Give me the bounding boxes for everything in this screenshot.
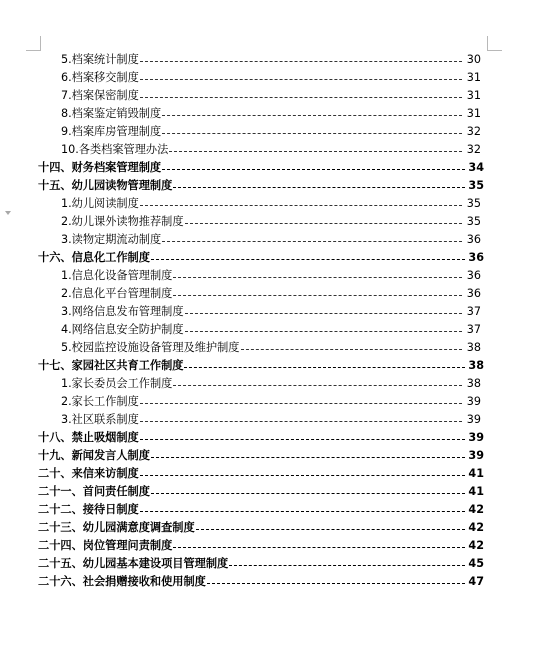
toc-entry-title: 2.信息化平台管理制度 (61, 287, 173, 300)
toc-entry-title: 十七、家园社区共育工作制度 (38, 359, 184, 372)
toc-dot-leader (185, 313, 462, 314)
toc-chapter-entry[interactable] (0, 537, 540, 555)
toc-entry-title: 7.档案保密制度 (61, 89, 139, 102)
toc-entry[interactable] (0, 267, 540, 285)
toc-entry[interactable] (0, 87, 540, 105)
toc-chapter-entry[interactable] (0, 555, 540, 573)
toc-page-number: 35 (466, 197, 481, 210)
toc-entry-title: 8.档案鉴定销毁制度 (61, 107, 162, 120)
toc-page-number: 36 (468, 251, 484, 264)
toc-dot-leader (140, 205, 462, 206)
toc-page-number: 38 (466, 377, 481, 390)
toc-dot-leader (207, 583, 465, 584)
toc-dot-leader (140, 403, 462, 404)
toc-dot-leader (173, 187, 465, 188)
toc-dot-leader (151, 457, 465, 458)
toc-dot-leader (229, 565, 465, 566)
toc-entry[interactable] (0, 213, 540, 231)
toc-page-number: 45 (468, 557, 484, 570)
toc-page-number: 31 (466, 89, 481, 102)
toc-entry-title: 十九、新闻发言人制度 (38, 449, 150, 462)
toc-entry-title: 二十三、幼儿园满意度调查制度 (38, 521, 195, 534)
toc-dot-leader (140, 61, 462, 62)
toc-chapter-entry[interactable] (0, 519, 540, 537)
toc-page-number: 34 (468, 161, 484, 174)
toc-entry[interactable] (0, 195, 540, 213)
toc-entry-title: 6.档案移交制度 (61, 71, 139, 84)
toc-dot-leader (162, 241, 462, 242)
toc-dot-leader (196, 529, 465, 530)
toc-chapter-entry[interactable] (0, 357, 540, 375)
margin-corner-top-right (487, 36, 502, 51)
toc-page-number: 32 (466, 143, 481, 156)
toc-dot-leader (173, 385, 462, 386)
toc-entry-title: 二十二、接待日制度 (38, 503, 139, 516)
toc-page-number: 37 (466, 323, 481, 336)
toc-dot-leader (140, 511, 465, 512)
toc-dot-leader (140, 97, 462, 98)
toc-entry[interactable] (0, 51, 540, 69)
toc-page-number: 31 (466, 71, 481, 84)
toc-chapter-entry[interactable] (0, 177, 540, 195)
toc-entry-title: 二十一、首问责任制度 (38, 485, 150, 498)
toc-page-number: 42 (468, 521, 484, 534)
toc-page-number: 42 (468, 503, 484, 516)
toc-dot-leader (162, 169, 465, 170)
toc-dot-leader (173, 277, 462, 278)
toc-chapter-entry[interactable] (0, 159, 540, 177)
toc-entry-title: 十八、禁止吸烟制度 (38, 431, 139, 444)
toc-entry[interactable] (0, 285, 540, 303)
toc-entry[interactable] (0, 105, 540, 123)
toc-page-number: 41 (468, 467, 484, 480)
toc-entry-title: 十四、财务档案管理制度 (38, 161, 162, 174)
toc-entry-title: 3.网络信息发布管理制度 (61, 305, 184, 318)
toc-page-number: 31 (466, 107, 481, 120)
toc-dot-leader (162, 133, 462, 134)
toc-entry-title: 10.各类档案管理办法 (61, 143, 169, 156)
toc-dot-leader (185, 331, 462, 332)
toc-page-number: 39 (468, 431, 484, 444)
toc-dot-leader (140, 79, 462, 80)
toc-entry-title: 十六、信息化工作制度 (38, 251, 150, 264)
toc-entry-title: 十五、幼儿园读物管理制度 (38, 179, 173, 192)
toc-page-number: 39 (466, 395, 481, 408)
toc-dot-leader (140, 439, 465, 440)
margin-corner-top-left (26, 36, 41, 51)
toc-chapter-entry[interactable] (0, 483, 540, 501)
toc-dot-leader (151, 259, 465, 260)
toc-entry[interactable] (0, 339, 540, 357)
toc-entry-title: 3.社区联系制度 (61, 413, 139, 426)
toc-page-number: 41 (468, 485, 484, 498)
toc-entry-title: 5.校园监控设施设备管理及维护制度 (61, 341, 240, 354)
toc-chapter-entry[interactable] (0, 573, 540, 591)
toc-page-number: 38 (468, 359, 484, 372)
toc-page-number: 47 (468, 575, 484, 588)
toc-dot-leader (151, 493, 465, 494)
toc-dot-leader (169, 151, 462, 152)
toc-entry-title: 2.家长工作制度 (61, 395, 139, 408)
toc-entry[interactable] (0, 375, 540, 393)
toc-entry[interactable] (0, 231, 540, 249)
toc-dot-leader (185, 223, 462, 224)
toc-chapter-entry[interactable] (0, 465, 540, 483)
toc-chapter-entry[interactable] (0, 249, 540, 267)
toc-entry-title: 1.幼儿阅读制度 (61, 197, 139, 210)
toc-entry-title: 1.家长委员会工作制度 (61, 377, 173, 390)
toc-entry-title: 二十五、幼儿园基本建设项目管理制度 (38, 557, 229, 570)
toc-chapter-entry[interactable] (0, 501, 540, 519)
toc-entry-title: 3.读物定期流动制度 (61, 233, 162, 246)
toc-page-number: 36 (466, 269, 481, 282)
toc-dot-leader (173, 295, 462, 296)
toc-entry-title: 4.网络信息安全防护制度 (61, 323, 184, 336)
toc-entry[interactable] (0, 393, 540, 411)
toc-entry-title: 1.信息化设备管理制度 (61, 269, 173, 282)
toc-chapter-entry[interactable] (0, 447, 540, 465)
toc-page-number: 32 (466, 125, 481, 138)
toc-entry[interactable] (0, 303, 540, 321)
toc-entry-title: 5.档案统计制度 (61, 53, 139, 66)
toc-entry-title: 2.幼儿课外读物推荐制度 (61, 215, 184, 228)
toc-dot-leader (140, 475, 465, 476)
toc-entry-title: 二十六、社会捐赠接收和使用制度 (38, 575, 206, 588)
toc-dot-leader (184, 367, 465, 368)
toc-entry-title: 9.档案库房管理制度 (61, 125, 162, 138)
toc-entry-title: 二十四、岗位管理问责制度 (38, 539, 173, 552)
toc-entry[interactable] (0, 141, 540, 159)
toc-page-number: 37 (466, 305, 481, 318)
toc-entry[interactable] (0, 411, 540, 429)
toc-page-number: 36 (466, 287, 481, 300)
toc-page-number: 42 (468, 539, 484, 552)
toc-page-number: 35 (466, 215, 481, 228)
toc-dot-leader (162, 115, 462, 116)
toc-page-number: 38 (466, 341, 481, 354)
toc-entry[interactable] (0, 123, 540, 141)
toc-page-number: 36 (466, 233, 481, 246)
toc-page-number: 39 (466, 413, 481, 426)
toc-chapter-entry[interactable] (0, 429, 540, 447)
table-of-contents (0, 51, 540, 591)
toc-entry[interactable] (0, 69, 540, 87)
toc-entry[interactable] (0, 321, 540, 339)
toc-page-number: 30 (466, 53, 481, 66)
toc-entry-title: 二十、来信来访制度 (38, 467, 139, 480)
toc-dot-leader (140, 421, 462, 422)
toc-dot-leader (173, 547, 465, 548)
toc-page-number: 35 (468, 179, 484, 192)
toc-page-number: 39 (468, 449, 484, 462)
toc-dot-leader (241, 349, 463, 350)
